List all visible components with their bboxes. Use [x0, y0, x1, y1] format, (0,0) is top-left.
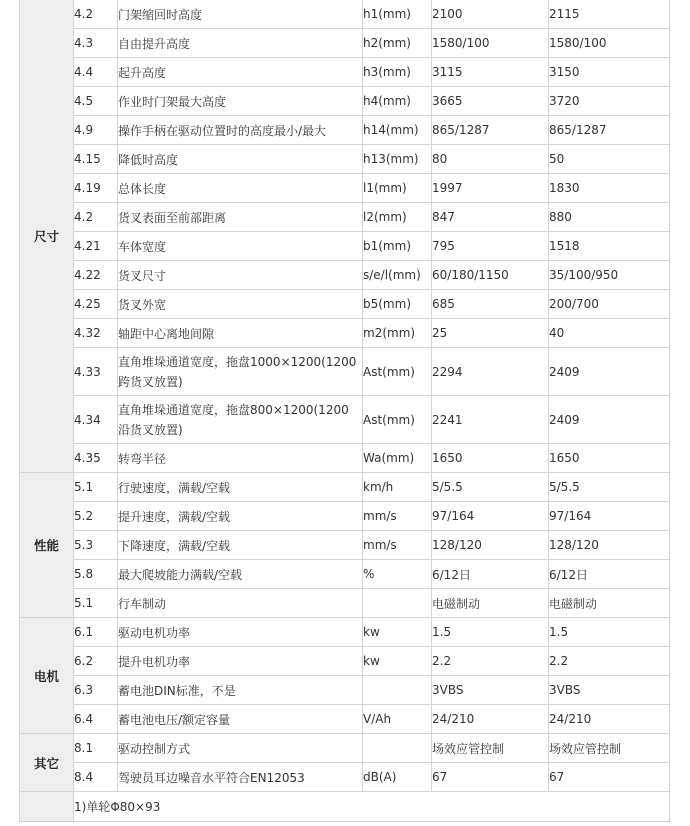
- value-model-1: 1650: [432, 444, 549, 473]
- item-name: 行驶速度，满载/空载: [118, 473, 363, 502]
- table-row: [20, 319, 670, 348]
- item-number: 5.3: [74, 531, 118, 560]
- item-name: 提升速度，满载/空载: [118, 502, 363, 531]
- value-model-2: 2.2: [549, 647, 670, 676]
- item-unit: s/e/l(mm): [363, 261, 432, 290]
- value-model-2: 67: [549, 763, 670, 792]
- value-model-1: 2294: [432, 348, 549, 396]
- item-number: 4.33: [74, 348, 118, 396]
- item-number: 4.15: [74, 145, 118, 174]
- table-row: [20, 396, 670, 444]
- table-row: [20, 734, 670, 763]
- item-name: 总体长度: [118, 174, 363, 203]
- value-model-1: 3665: [432, 87, 549, 116]
- value-model-1: 2100: [432, 0, 549, 29]
- value-model-2: 5/5.5: [549, 473, 670, 502]
- item-unit: h3(mm): [363, 58, 432, 87]
- value-model-2: 1830: [549, 174, 670, 203]
- value-model-1: 2.2: [432, 647, 549, 676]
- item-name: 提升电机功率: [118, 647, 363, 676]
- item-number: 4.25: [74, 290, 118, 319]
- table-row: [20, 145, 670, 174]
- value-model-1: 97/164: [432, 502, 549, 531]
- item-unit: [363, 589, 432, 618]
- value-model-2: 3720: [549, 87, 670, 116]
- item-number: 4.35: [74, 444, 118, 473]
- item-number: 5.8: [74, 560, 118, 589]
- value-model-2: 2409: [549, 396, 670, 444]
- value-model-1: 电磁制动: [432, 589, 549, 618]
- value-model-2: 1650: [549, 444, 670, 473]
- value-model-2: 3VBS: [549, 676, 670, 705]
- item-unit: km/h: [363, 473, 432, 502]
- item-name: 行车制动: [118, 589, 363, 618]
- value-model-2: 2409: [549, 348, 670, 396]
- item-number: 5.1: [74, 589, 118, 618]
- table-row: [20, 174, 670, 203]
- item-unit: [363, 734, 432, 763]
- item-unit: b5(mm): [363, 290, 432, 319]
- item-name: 自由提升高度: [118, 29, 363, 58]
- value-model-1: 2241: [432, 396, 549, 444]
- item-name: 轴距中心离地间隙: [118, 319, 363, 348]
- table-row: [20, 531, 670, 560]
- item-number: 5.2: [74, 502, 118, 531]
- item-unit: kw: [363, 618, 432, 647]
- value-model-2: 97/164: [549, 502, 670, 531]
- value-model-2: 865/1287: [549, 116, 670, 145]
- value-model-2: 35/100/950: [549, 261, 670, 290]
- group-label-performance: 性能: [20, 473, 74, 618]
- value-model-2: 3150: [549, 58, 670, 87]
- table-row: [20, 232, 670, 261]
- group-label-motor: 电机: [20, 618, 74, 734]
- value-model-2: 2115: [549, 0, 670, 29]
- table-row: [20, 116, 670, 145]
- value-model-2: 880: [549, 203, 670, 232]
- table-row: [20, 58, 670, 87]
- item-name: 蓄电池DIN标准，不是: [118, 676, 363, 705]
- item-name: 下降速度，满载/空载: [118, 531, 363, 560]
- item-name: 转弯半径: [118, 444, 363, 473]
- item-unit: h13(mm): [363, 145, 432, 174]
- value-model-1: 865/1287: [432, 116, 549, 145]
- table-row: [20, 502, 670, 531]
- value-model-1: 60/180/1150: [432, 261, 549, 290]
- value-model-1: 场效应管控制: [432, 734, 549, 763]
- footnote: 1)单轮Φ80×93: [74, 792, 670, 822]
- value-model-1: 1580/100: [432, 29, 549, 58]
- table-row: [20, 87, 670, 116]
- item-unit: %: [363, 560, 432, 589]
- value-model-2: 24/210: [549, 705, 670, 734]
- value-model-1: 25: [432, 319, 549, 348]
- item-number: 4.3: [74, 29, 118, 58]
- value-model-1: 6/12日: [432, 560, 549, 589]
- value-model-2: 1518: [549, 232, 670, 261]
- item-unit: mm/s: [363, 502, 432, 531]
- item-name: 车体宽度: [118, 232, 363, 261]
- item-unit: Ast(mm): [363, 396, 432, 444]
- item-name: 驱动电机功率: [118, 618, 363, 647]
- item-name: 操作手柄在驱动位置时的高度最小/最大: [118, 116, 363, 145]
- item-name: 货叉表面至前部距离: [118, 203, 363, 232]
- value-model-1: 847: [432, 203, 549, 232]
- item-name: 驱动控制方式: [118, 734, 363, 763]
- item-number: 4.4: [74, 58, 118, 87]
- table-row: [20, 29, 670, 58]
- table-row: [20, 763, 670, 792]
- value-model-1: 1997: [432, 174, 549, 203]
- item-unit: kw: [363, 647, 432, 676]
- table-row: [20, 444, 670, 473]
- value-model-2: 电磁制动: [549, 589, 670, 618]
- item-unit: h4(mm): [363, 87, 432, 116]
- item-number: 6.1: [74, 618, 118, 647]
- item-unit: h1(mm): [363, 0, 432, 29]
- item-name: 驾驶员耳边噪音水平符合EN12053: [118, 763, 363, 792]
- value-model-1: 24/210: [432, 705, 549, 734]
- item-name: 起升高度: [118, 58, 363, 87]
- table-row: [20, 348, 670, 396]
- item-name: 货叉外宽: [118, 290, 363, 319]
- item-name: 蓄电池电压/额定容量: [118, 705, 363, 734]
- item-number: 8.4: [74, 763, 118, 792]
- item-unit: [363, 676, 432, 705]
- item-number: 6.2: [74, 647, 118, 676]
- item-unit: h14(mm): [363, 116, 432, 145]
- item-unit: m2(mm): [363, 319, 432, 348]
- value-model-1: 685: [432, 290, 549, 319]
- value-model-1: 795: [432, 232, 549, 261]
- item-name: 作业时门架最大高度: [118, 87, 363, 116]
- footnote-group-cell: [20, 792, 74, 822]
- table-row: [20, 261, 670, 290]
- item-name: 门架缩回时高度: [118, 0, 363, 29]
- item-unit: Ast(mm): [363, 348, 432, 396]
- value-model-2: 1.5: [549, 618, 670, 647]
- value-model-1: 1.5: [432, 618, 549, 647]
- item-name: 直角堆垛通道宽度，拖盘800×1200(1200沿货叉放置): [118, 396, 363, 444]
- value-model-1: 128/120: [432, 531, 549, 560]
- table-row: [20, 676, 670, 705]
- table-row: [20, 589, 670, 618]
- value-model-2: 128/120: [549, 531, 670, 560]
- value-model-1: 5/5.5: [432, 473, 549, 502]
- table-row: [20, 0, 670, 29]
- value-model-2: 40: [549, 319, 670, 348]
- table-row: [20, 203, 670, 232]
- item-number: 4.21: [74, 232, 118, 261]
- item-name: 最大爬坡能力满载/空载: [118, 560, 363, 589]
- item-number: 8.1: [74, 734, 118, 763]
- item-number: 4.32: [74, 319, 118, 348]
- table-row: [20, 705, 670, 734]
- item-number: 5.1: [74, 473, 118, 502]
- item-number: 4.19: [74, 174, 118, 203]
- item-number: 4.34: [74, 396, 118, 444]
- item-number: 4.9: [74, 116, 118, 145]
- item-number: 4.2: [74, 0, 118, 29]
- item-unit: mm/s: [363, 531, 432, 560]
- value-model-2: 50: [549, 145, 670, 174]
- item-name: 直角堆垛通道宽度，拖盘1000×1200(1200跨货叉放置): [118, 348, 363, 396]
- item-number: 6.4: [74, 705, 118, 734]
- value-model-2: 场效应管控制: [549, 734, 670, 763]
- group-label-other: 其它: [20, 734, 74, 792]
- value-model-1: 67: [432, 763, 549, 792]
- table-row: [20, 560, 670, 589]
- item-number: 4.2: [74, 203, 118, 232]
- group-label-dimensions: 尺寸: [20, 0, 74, 473]
- table-row: [20, 647, 670, 676]
- value-model-2: 1580/100: [549, 29, 670, 58]
- value-model-2: 6/12日: [549, 560, 670, 589]
- table-row: [20, 618, 670, 647]
- value-model-1: 3115: [432, 58, 549, 87]
- spec-table: [19, 0, 670, 822]
- value-model-1: 3VBS: [432, 676, 549, 705]
- item-unit: dB(A): [363, 763, 432, 792]
- item-name: 货叉尺寸: [118, 261, 363, 290]
- item-unit: l2(mm): [363, 203, 432, 232]
- item-unit: h2(mm): [363, 29, 432, 58]
- value-model-1: 80: [432, 145, 549, 174]
- item-name: 降低时高度: [118, 145, 363, 174]
- item-number: 4.22: [74, 261, 118, 290]
- item-unit: l1(mm): [363, 174, 432, 203]
- table-row: [20, 473, 670, 502]
- footnote-row: [20, 792, 670, 822]
- item-number: 6.3: [74, 676, 118, 705]
- item-unit: Wa(mm): [363, 444, 432, 473]
- table-row: [20, 290, 670, 319]
- value-model-2: 200/700: [549, 290, 670, 319]
- item-unit: V/Ah: [363, 705, 432, 734]
- item-number: 4.5: [74, 87, 118, 116]
- item-unit: b1(mm): [363, 232, 432, 261]
